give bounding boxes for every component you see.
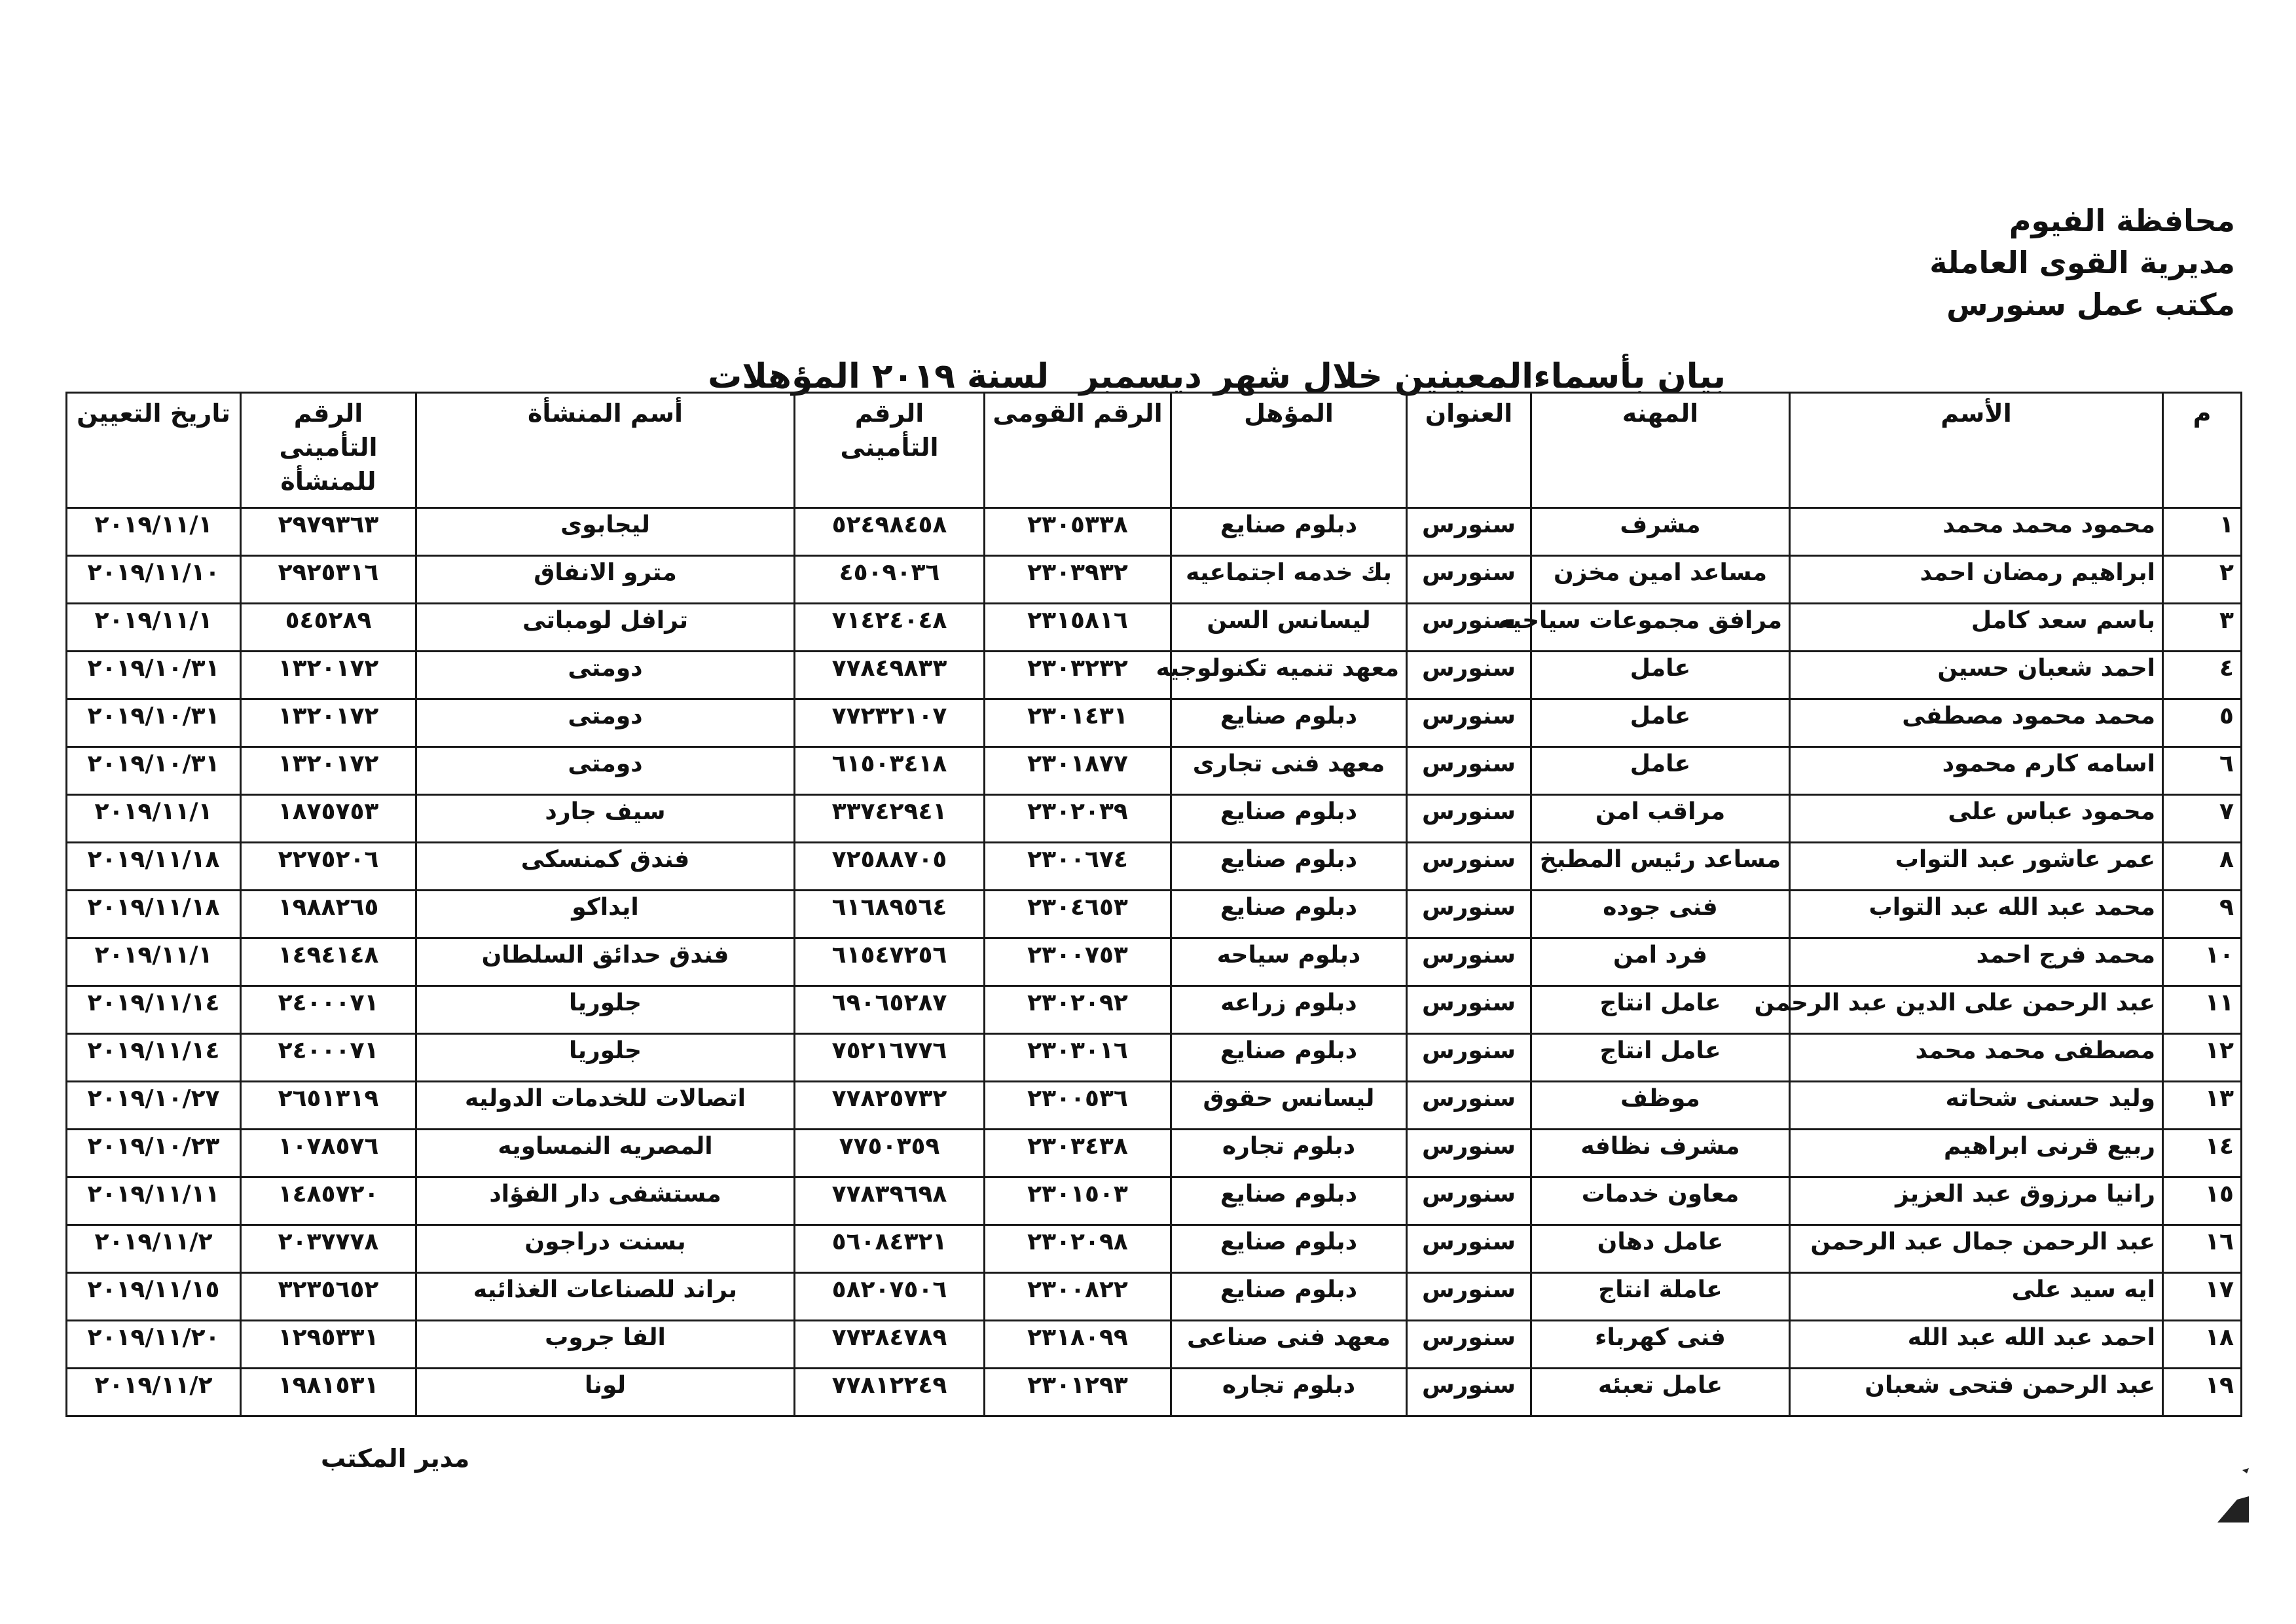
table-row bbox=[67, 1034, 2242, 1082]
title-main: بيان بأسماءالمعينين خلال شهر ديسمبر bbox=[1079, 357, 1726, 396]
cell-hire-date: ٢٠١٩/١٠/٢٣ bbox=[67, 1130, 241, 1177]
cell-national-id: ٢٣٠٣٩٣٢ bbox=[985, 556, 1171, 604]
cell-name: عبد الرحمن على الدين عبد الرحمن bbox=[1790, 986, 2163, 1034]
cell-hire-date: ٢٠١٩/١٠/٣١ bbox=[67, 747, 241, 795]
cell-job: عاملة انتاج bbox=[1531, 1273, 1790, 1321]
cell-job: فرد امن bbox=[1531, 938, 1790, 986]
cell-name: محمد عبد الله عبد التواب bbox=[1790, 891, 2163, 938]
cell-qualification: دبلوم صنايع bbox=[1171, 1225, 1407, 1273]
cell-address: سنورس bbox=[1407, 843, 1531, 891]
cell-m: ٦ bbox=[2163, 747, 2242, 795]
col-m: م bbox=[2163, 393, 2242, 508]
cell-address: سنورس bbox=[1407, 1369, 1531, 1416]
cell-qualification: دبلوم صنايع bbox=[1171, 699, 1407, 747]
table-header-row bbox=[67, 393, 2242, 508]
directorate-line: مديرية القوى العاملة bbox=[1929, 245, 2235, 280]
table-row bbox=[67, 747, 2242, 795]
col-hire-date: تاريخ التعيين bbox=[67, 393, 241, 508]
cell-address: سنورس bbox=[1407, 1082, 1531, 1130]
cell-qualification: دبلوم صنايع bbox=[1171, 843, 1407, 891]
cell-qualification: دبلوم صنايع bbox=[1171, 795, 1407, 843]
cell-address: سنورس bbox=[1407, 795, 1531, 843]
cell-qualification: معهد تنميه تكنولوجيه bbox=[1171, 652, 1407, 699]
cell-m: ١٣ bbox=[2163, 1082, 2242, 1130]
cell-national-id: ٢٣١٥٨١٦ bbox=[985, 604, 1171, 652]
cell-qualification: دبلوم تجاره bbox=[1171, 1369, 1407, 1416]
cell-job: عامل bbox=[1531, 747, 1790, 795]
cell-insurance-no: ٧٧٨٤٩٨٣٣ bbox=[795, 652, 985, 699]
cell-qualification: دبلوم سياحه bbox=[1171, 938, 1407, 986]
cell-company-insurance: ٢٤٠٠٠٧١ bbox=[241, 986, 416, 1034]
cell-company: بسنت دراجون bbox=[416, 1225, 795, 1273]
cell-address: سنورس bbox=[1407, 1177, 1531, 1225]
cell-national-id: ٢٣٠٠٦٧٤ bbox=[985, 843, 1171, 891]
col-job: المهنه bbox=[1531, 393, 1790, 508]
cell-m: ١٢ bbox=[2163, 1034, 2242, 1082]
cell-name: احمد عبد الله عبد الله bbox=[1790, 1321, 2163, 1369]
governorate-line: محافظة الفيوم bbox=[2009, 203, 2235, 238]
cell-qualification: ليسانس السن bbox=[1171, 604, 1407, 652]
cell-name: عبد الرحمن جمال عبد الرحمن bbox=[1790, 1225, 2163, 1273]
table-row bbox=[67, 938, 2242, 986]
cell-national-id: ٢٣٠٠٨٢٢ bbox=[985, 1273, 1171, 1321]
cell-qualification: دبلوم صنايع bbox=[1171, 891, 1407, 938]
table-row bbox=[67, 508, 2242, 556]
cell-hire-date: ٢٠١٩/١١/١٤ bbox=[67, 1034, 241, 1082]
cell-company: جلوريا bbox=[416, 986, 795, 1034]
table-body bbox=[67, 508, 2242, 1416]
cell-m: ١ bbox=[2163, 508, 2242, 556]
cell-qualification: دبلوم صنايع bbox=[1171, 508, 1407, 556]
cell-company-insurance: ٢٩٢٥٣١٦ bbox=[241, 556, 416, 604]
cell-insurance-no: ٤٥٠٩٠٣٦ bbox=[795, 556, 985, 604]
cell-name: باسم سعد كامل bbox=[1790, 604, 2163, 652]
cell-company: المصريه النمساويه bbox=[416, 1130, 795, 1177]
cell-insurance-no: ٦١٥٠٣٤١٨ bbox=[795, 747, 985, 795]
cell-address: سنورس bbox=[1407, 986, 1531, 1034]
cell-m: ٤ bbox=[2163, 652, 2242, 699]
cell-name: ابراهيم رمضان احمد bbox=[1790, 556, 2163, 604]
cell-insurance-no: ٦١٦٨٩٥٦٤ bbox=[795, 891, 985, 938]
cell-address: سنورس bbox=[1407, 1034, 1531, 1082]
cell-m: ١٩ bbox=[2163, 1369, 2242, 1416]
cell-company: ليجابوى bbox=[416, 508, 795, 556]
cell-national-id: ٢٣٠٢٠٣٩ bbox=[985, 795, 1171, 843]
cell-m: ٨ bbox=[2163, 843, 2242, 891]
cell-company-insurance: ٣٢٣٥٦٥٢ bbox=[241, 1273, 416, 1321]
cell-job: عامل انتاج bbox=[1531, 986, 1790, 1034]
cell-national-id: ٢٣٠٠٧٥٣ bbox=[985, 938, 1171, 986]
cell-address: سنورس bbox=[1407, 652, 1531, 699]
cell-company-insurance: ٢٩٧٩٣٦٣ bbox=[241, 508, 416, 556]
cell-company-insurance: ٢٢٧٥٢٠٦ bbox=[241, 843, 416, 891]
cell-national-id: ٢٣٠٤٦٥٣ bbox=[985, 891, 1171, 938]
cell-insurance-no: ٣٣٧٤٢٩٤١ bbox=[795, 795, 985, 843]
cell-qualification: دبلوم صنايع bbox=[1171, 1177, 1407, 1225]
cell-hire-date: ٢٠١٩/١١/١٠ bbox=[67, 556, 241, 604]
cell-address: سنورس bbox=[1407, 1273, 1531, 1321]
cell-national-id: ٢٣٠٢٠٩٢ bbox=[985, 986, 1171, 1034]
cell-company: فندق كمنسكى bbox=[416, 843, 795, 891]
cell-company: ايداكو bbox=[416, 891, 795, 938]
cell-hire-date: ٢٠١٩/١١/١ bbox=[67, 604, 241, 652]
cell-address: سنورس bbox=[1407, 747, 1531, 795]
cell-company-insurance: ١٩٨٨٢٦٥ bbox=[241, 891, 416, 938]
table-row bbox=[67, 556, 2242, 604]
cell-qualification: معهد فنى تجارى bbox=[1171, 747, 1407, 795]
cell-insurance-no: ٥٦٠٨٤٣٢١ bbox=[795, 1225, 985, 1273]
cell-national-id: ٢٣٠٠٥٣٦ bbox=[985, 1082, 1171, 1130]
col-national-id: الرقم القومى bbox=[985, 393, 1171, 508]
cell-insurance-no: ٧٧٣٨٤٧٨٩ bbox=[795, 1321, 985, 1369]
cell-insurance-no: ٧٥٢١٦٧٧٦ bbox=[795, 1034, 985, 1082]
cell-company-insurance: ١٣٢٠١٧٢ bbox=[241, 652, 416, 699]
cell-name: مصطفى محمد محمد bbox=[1790, 1034, 2163, 1082]
cell-address: سنورس bbox=[1407, 1130, 1531, 1177]
document-header bbox=[1646, 200, 2235, 325]
cell-national-id: ٢٣٠٣٤٣٨ bbox=[985, 1130, 1171, 1177]
cell-hire-date: ٢٠١٩/١١/١ bbox=[67, 938, 241, 986]
cell-insurance-no: ٦١٥٤٧٢٥٦ bbox=[795, 938, 985, 986]
title-year: لسنة ٢٠١٩ المؤهلات bbox=[708, 357, 1049, 396]
cell-name: محمد محمود مصطفى bbox=[1790, 699, 2163, 747]
cell-name: ايه سيد على bbox=[1790, 1273, 2163, 1321]
staple-mark bbox=[2211, 1467, 2250, 1526]
cell-address: سنورس bbox=[1407, 604, 1531, 652]
cell-address: سنورس bbox=[1407, 891, 1531, 938]
cell-hire-date: ٢٠١٩/١١/١٨ bbox=[67, 891, 241, 938]
table-row bbox=[67, 1225, 2242, 1273]
cell-hire-date: ٢٠١٩/١٠/٢٧ bbox=[67, 1082, 241, 1130]
cell-company: اتصالات للخدمات الدوليه bbox=[416, 1082, 795, 1130]
cell-national-id: ٢٣٠١٨٧٧ bbox=[985, 747, 1171, 795]
cell-name: وليد حسنى شحاته bbox=[1790, 1082, 2163, 1130]
cell-qualification: دبلوم زراعه bbox=[1171, 986, 1407, 1034]
cell-company: ترافل لومباتى bbox=[416, 604, 795, 652]
cell-address: سنورس bbox=[1407, 508, 1531, 556]
cell-address: سنورس bbox=[1407, 1225, 1531, 1273]
cell-address: سنورس bbox=[1407, 938, 1531, 986]
cell-company: دومتى bbox=[416, 747, 795, 795]
table-row bbox=[67, 891, 2242, 938]
cell-job: عامل bbox=[1531, 699, 1790, 747]
cell-hire-date: ٢٠١٩/١١/١١ bbox=[67, 1177, 241, 1225]
cell-job: مراقب امن bbox=[1531, 795, 1790, 843]
cell-insurance-no: ٦٩٠٦٥٢٨٧ bbox=[795, 986, 985, 1034]
cell-company: فندق حدائق السلطان bbox=[416, 938, 795, 986]
cell-insurance-no: ٧٧٨٢٥٧٣٢ bbox=[795, 1082, 985, 1130]
cell-insurance-no: ٥٢٤٩٨٤٥٨ bbox=[795, 508, 985, 556]
cell-insurance-no: ٧٧٥٠٣٥٩ bbox=[795, 1130, 985, 1177]
cell-national-id: ٢٣١٨٠٩٩ bbox=[985, 1321, 1171, 1369]
cell-hire-date: ٢٠١٩/١١/٢ bbox=[67, 1369, 241, 1416]
cell-m: ١٠ bbox=[2163, 938, 2242, 986]
cell-name: ربيع قرنى ابراهيم bbox=[1790, 1130, 2163, 1177]
cell-insurance-no: ٧١٤٢٤٠٤٨ bbox=[795, 604, 985, 652]
cell-company-insurance: ١٩٨١٥٣١ bbox=[241, 1369, 416, 1416]
cell-name: محمود محمد محمد bbox=[1790, 508, 2163, 556]
cell-hire-date: ٢٠١٩/١٠/٣١ bbox=[67, 652, 241, 699]
cell-hire-date: ٢٠١٩/١٠/٣١ bbox=[67, 699, 241, 747]
signature-label: مدير المكتب bbox=[321, 1444, 470, 1473]
cell-company: دومتى bbox=[416, 652, 795, 699]
cell-m: ٢ bbox=[2163, 556, 2242, 604]
cell-qualification: ليسانس حقوق bbox=[1171, 1082, 1407, 1130]
col-name: الأسم bbox=[1790, 393, 2163, 508]
table-row bbox=[67, 652, 2242, 699]
cell-name: عبد الرحمن فتحى شعبان bbox=[1790, 1369, 2163, 1416]
cell-company: دومتى bbox=[416, 699, 795, 747]
cell-company-insurance: ٢٦٥١٣١٩ bbox=[241, 1082, 416, 1130]
cell-m: ١٧ bbox=[2163, 1273, 2242, 1321]
cell-company-insurance: ٥٤٥٢٨٩ bbox=[241, 604, 416, 652]
cell-national-id: ٢٣٠٣٢٣٢ bbox=[985, 652, 1171, 699]
cell-company: الفا جروب bbox=[416, 1321, 795, 1369]
cell-job: مشرف نظافه bbox=[1531, 1130, 1790, 1177]
office-line: مكتب عمل سنورس bbox=[1946, 287, 2235, 322]
cell-name: رانيا مرزوق عبد العزيز bbox=[1790, 1177, 2163, 1225]
cell-company: مترو الانفاق bbox=[416, 556, 795, 604]
col-insurance-no: الرقم التأمينى bbox=[795, 393, 985, 508]
table-row bbox=[67, 986, 2242, 1034]
cell-hire-date: ٢٠١٩/١١/٢٠ bbox=[67, 1321, 241, 1369]
cell-insurance-no: ٧٧٨٣٩٦٩٨ bbox=[795, 1177, 985, 1225]
cell-name: احمد شعبان حسين bbox=[1790, 652, 2163, 699]
col-company: أسم المنشأة bbox=[416, 393, 795, 508]
cell-company-insurance: ٢٤٠٠٠٧١ bbox=[241, 1034, 416, 1082]
col-address: العنوان bbox=[1407, 393, 1531, 508]
cell-company: مستشفى دار الفؤاد bbox=[416, 1177, 795, 1225]
cell-job: مساعد امين مخزن bbox=[1531, 556, 1790, 604]
cell-job: عامل تعبئه bbox=[1531, 1369, 1790, 1416]
cell-m: ٩ bbox=[2163, 891, 2242, 938]
table-row bbox=[67, 604, 2242, 652]
cell-qualification: دبلوم صنايع bbox=[1171, 1034, 1407, 1082]
cell-company: جلوريا bbox=[416, 1034, 795, 1082]
cell-national-id: ٢٣٠٣٠١٦ bbox=[985, 1034, 1171, 1082]
cell-company-insurance: ١٤٨٥٧٢٠ bbox=[241, 1177, 416, 1225]
cell-m: ١٦ bbox=[2163, 1225, 2242, 1273]
col-qualification: المؤهل bbox=[1171, 393, 1407, 508]
cell-company-insurance: ١٣٢٠١٧٢ bbox=[241, 699, 416, 747]
cell-qualification: دبلوم صنايع bbox=[1171, 1273, 1407, 1321]
cell-name: عمر عاشور عبد التواب bbox=[1790, 843, 2163, 891]
cell-company-insurance: ١٤٩٤١٤٨ bbox=[241, 938, 416, 986]
col-company-insurance: الرقم التأمينى للمنشأة bbox=[241, 393, 416, 508]
cell-company-insurance: ٢٠٣٧٧٧٨ bbox=[241, 1225, 416, 1273]
cell-hire-date: ٢٠١٩/١١/١٥ bbox=[67, 1273, 241, 1321]
cell-insurance-no: ٧٧٢٣٢١٠٧ bbox=[795, 699, 985, 747]
cell-hire-date: ٢٠١٩/١١/١٨ bbox=[67, 843, 241, 891]
cell-company: لونا bbox=[416, 1369, 795, 1416]
cell-m: ١١ bbox=[2163, 986, 2242, 1034]
cell-qualification: معهد فنى صناعى bbox=[1171, 1321, 1407, 1369]
cell-address: سنورس bbox=[1407, 1321, 1531, 1369]
cell-job: مشرف bbox=[1531, 508, 1790, 556]
cell-job: فنى كهرباء bbox=[1531, 1321, 1790, 1369]
table-row bbox=[67, 1130, 2242, 1177]
cell-hire-date: ٢٠١٩/١١/١ bbox=[67, 508, 241, 556]
cell-job: مرافق مجموعات سياحيه bbox=[1531, 604, 1790, 652]
table-row bbox=[67, 1321, 2242, 1369]
cell-hire-date: ٢٠١٩/١١/١٤ bbox=[67, 986, 241, 1034]
table-row bbox=[67, 843, 2242, 891]
employees-table bbox=[65, 392, 2242, 1417]
cell-company: براند للصناعات الغذائيه bbox=[416, 1273, 795, 1321]
cell-m: ١٥ bbox=[2163, 1177, 2242, 1225]
cell-job: عامل bbox=[1531, 652, 1790, 699]
cell-company-insurance: ١٢٩٥٣٣١ bbox=[241, 1321, 416, 1369]
cell-national-id: ٢٣٠١٤٣١ bbox=[985, 699, 1171, 747]
cell-insurance-no: ٧٧٨١٢٢٤٩ bbox=[795, 1369, 985, 1416]
table-row bbox=[67, 1273, 2242, 1321]
cell-address: سنورس bbox=[1407, 699, 1531, 747]
table-row bbox=[67, 1177, 2242, 1225]
cell-name: محمود عباس على bbox=[1790, 795, 2163, 843]
cell-company: سيف جارد bbox=[416, 795, 795, 843]
cell-m: ٣ bbox=[2163, 604, 2242, 652]
cell-insurance-no: ٧٢٥٨٨٧٠٥ bbox=[795, 843, 985, 891]
table-row bbox=[67, 1369, 2242, 1416]
cell-national-id: ٢٣٠١٥٠٣ bbox=[985, 1177, 1171, 1225]
cell-address: سنورس bbox=[1407, 556, 1531, 604]
cell-job: فنى جوده bbox=[1531, 891, 1790, 938]
cell-company-insurance: ١٠٧٨٥٧٦ bbox=[241, 1130, 416, 1177]
cell-company-insurance: ١٨٧٥٧٥٣ bbox=[241, 795, 416, 843]
cell-hire-date: ٢٠١٩/١١/١ bbox=[67, 795, 241, 843]
cell-national-id: ٢٣٠١٢٩٣ bbox=[985, 1369, 1171, 1416]
cell-m: ٧ bbox=[2163, 795, 2242, 843]
cell-national-id: ٢٣٠٢٠٩٨ bbox=[985, 1225, 1171, 1273]
cell-m: ١٤ bbox=[2163, 1130, 2242, 1177]
cell-national-id: ٢٣٠٥٣٣٨ bbox=[985, 508, 1171, 556]
cell-job: عامل دهان bbox=[1531, 1225, 1790, 1273]
cell-qualification: بك خدمه اجتماعيه bbox=[1171, 556, 1407, 604]
cell-name: محمد فرج احمد bbox=[1790, 938, 2163, 986]
cell-job: موظف bbox=[1531, 1082, 1790, 1130]
cell-hire-date: ٢٠١٩/١١/٢ bbox=[67, 1225, 241, 1273]
cell-job: عامل انتاج bbox=[1531, 1034, 1790, 1082]
table-row bbox=[67, 795, 2242, 843]
table-row bbox=[67, 1082, 2242, 1130]
cell-company-insurance: ١٣٢٠١٧٢ bbox=[241, 747, 416, 795]
cell-job: مساعد رئيس المطبخ bbox=[1531, 843, 1790, 891]
cell-name: اسامه كارم محمود bbox=[1790, 747, 2163, 795]
cell-insurance-no: ٥٨٢٠٧٥٠٦ bbox=[795, 1273, 985, 1321]
cell-job: معاون خدمات bbox=[1531, 1177, 1790, 1225]
cell-m: ٥ bbox=[2163, 699, 2242, 747]
table-row bbox=[67, 699, 2242, 747]
cell-qualification: دبلوم تجاره bbox=[1171, 1130, 1407, 1177]
cell-m: ١٨ bbox=[2163, 1321, 2242, 1369]
